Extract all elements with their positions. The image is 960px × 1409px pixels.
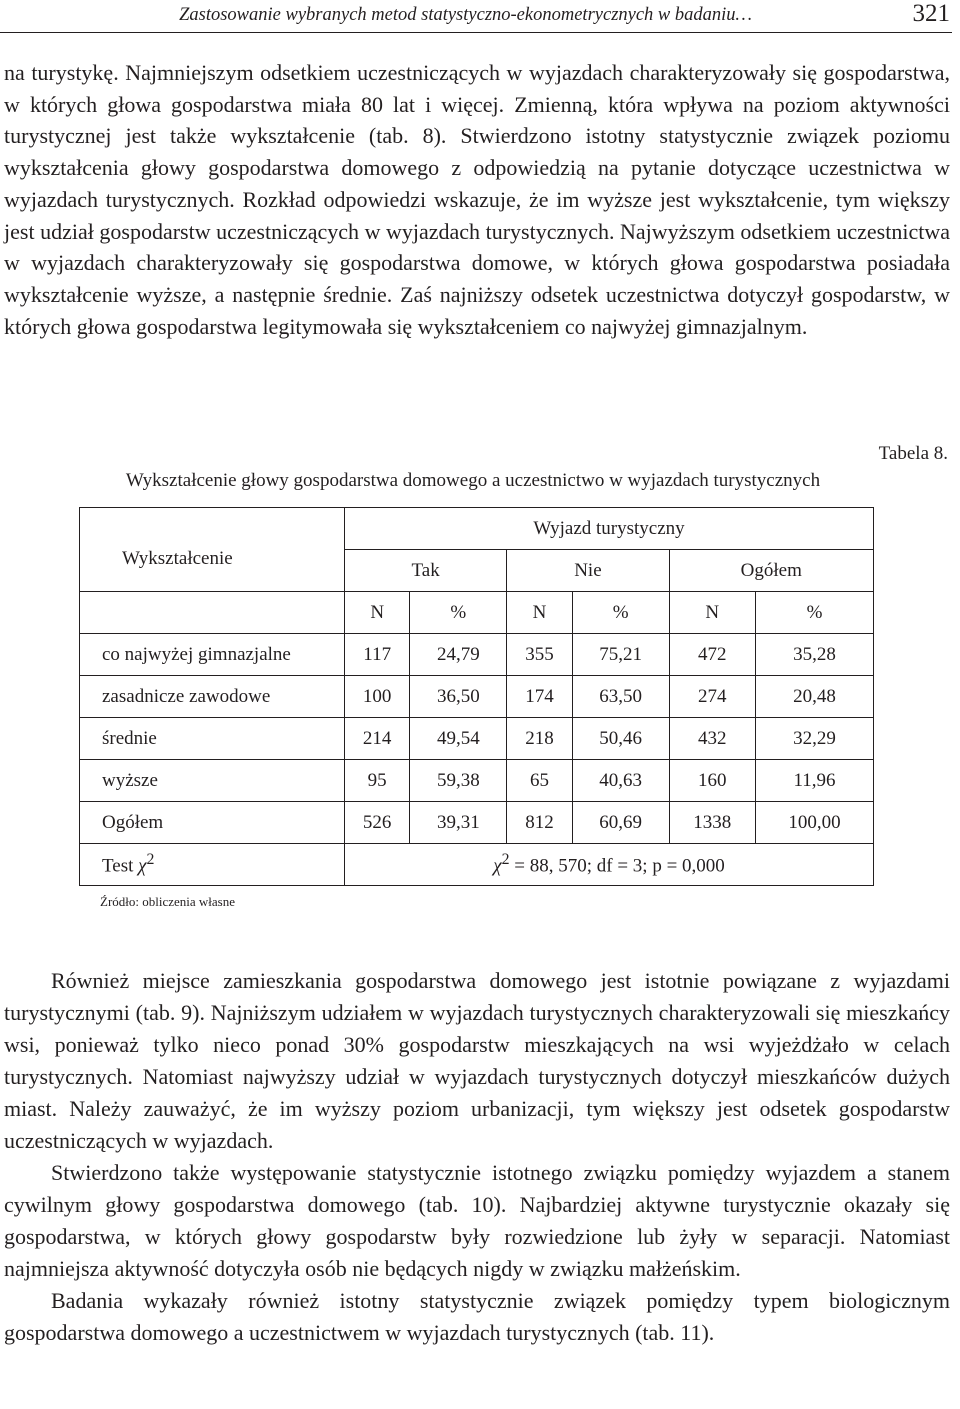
body-section: [4, 965, 950, 1349]
table-number: Tabela 8.: [878, 443, 948, 464]
table-cell: 100,00: [755, 802, 873, 844]
table-cell: 59,38: [410, 760, 507, 802]
table-cell: 20,48: [755, 676, 873, 718]
body-paragraph: na turystykę. Najmniejszym odsetkiem uczestniczących w wyjazdach charakteryzowały się gospodarstwa, w których głowa gospodarstwa miała 80 lat i więcej. Zmienną, która wpływa na poziom aktywności turystycznej jest także wykształcenie (tab. 8). Stwierdzono istotny statystycznie związek poziomu wykształcenia głowy gospodarstwa domowego z odpowiedzią na pytanie dotyczące uczestnictwa w wyjazdach turystycznych. Rozkład odpowiedzi wskazuje, że im wyższe jest wykształcenie, tym większy jest udział gospodarstw uczestniczących w wyjazdach turystycznych. Najwyższym odsetkiem uczestnictwa w wyjazdach charakteryzowały się gospodarstwa domowe, w których głowa gospodarstwa posiadała wykształcenie wyższe, a następnie średnie. Zaś najniższy odsetek uczestnictwa dotyczył gospodarstw, w których głowa gospodarstwa legitymowała się wykształceniem co najwyżej gimnazjalnym.: [4, 60, 950, 339]
table-cell: 100: [345, 676, 410, 718]
page-number: 321: [912, 0, 950, 27]
body-paragraph: Badania wykazały również istotny statystycznie związek pomiędzy typem biologicznym gospodarstwa domowego a uczestnictwem w wyjazdach turystycznych (tab. 11).: [4, 1288, 950, 1345]
chi-exponent: 2: [501, 851, 510, 869]
table-cell: 32,29: [755, 718, 873, 760]
table-cell: 11,96: [755, 760, 873, 802]
running-header: [0, 2, 952, 33]
chi-symbol: χ: [138, 855, 147, 877]
table-cell: 214: [345, 718, 410, 760]
table-row: [80, 718, 874, 760]
subheader-cell: %: [755, 592, 873, 634]
table-caption: Wykształcenie głowy gospodarstwa domowego a uczestnictwo w wyjazdach turystycznych: [125, 470, 821, 491]
running-title: Zastosowanie wybranych metod statystyczno-ekonometrycznych w badaniu…: [179, 5, 752, 25]
table-row: [80, 802, 874, 844]
row-label: Ogółem: [80, 802, 345, 844]
table-cell: 60,69: [572, 802, 669, 844]
chi-exponent: 2: [146, 851, 155, 869]
table-cell: 472: [669, 634, 755, 676]
table-cell: 95: [345, 760, 410, 802]
table-cell: 355: [507, 634, 572, 676]
table-cell: 39,31: [410, 802, 507, 844]
group-tak-cell: Tak: [345, 550, 507, 592]
table-cell: 160: [669, 760, 755, 802]
table-cell: 432: [669, 718, 755, 760]
table-cell: 174: [507, 676, 572, 718]
table-cell: 63,50: [572, 676, 669, 718]
data-table: [79, 507, 874, 886]
table-row: [80, 676, 874, 718]
group-ogolem-cell: Ogółem: [669, 550, 873, 592]
table-cell: 117: [345, 634, 410, 676]
table-cell: 218: [507, 718, 572, 760]
test-label: Test: [102, 855, 134, 877]
table-cell: 812: [507, 802, 572, 844]
group-nie-cell: Nie: [507, 550, 669, 592]
table-cell: 40,63: [572, 760, 669, 802]
table-subheader-row: [80, 592, 874, 634]
table-cell: 75,21: [572, 634, 669, 676]
table-test-row: [80, 844, 874, 886]
subheader-cell: %: [410, 592, 507, 634]
row-header-cell: Wykształcenie: [80, 508, 345, 592]
table-row: [80, 760, 874, 802]
row-label: średnie: [80, 718, 345, 760]
body-paragraph: Również miejsce zamieszkania gospodarstwa domowego jest istotnie powiązane z wyjazdami turystycznymi (tab. 9). Najniższym udziałem w wyjazdach turystycznych charakteryzowali się mieszkańcy wsi, ponieważ tylko nieco ponad 30% gospodarstw mieszkających na wsi wyjeżdżało w celach turystycznych. Natomiast najwyższy udział w wyjazdach turystycznych dotyczył mieszkańców dużych miast. Należy zauważyć, że im wyższy poziom urbanizacji, tym większy jest odsetek gospodarstw uczestniczących w wyjazdach.: [4, 968, 950, 1153]
subheader-cell: %: [572, 592, 669, 634]
row-label: zasadnicze zawodowe: [80, 676, 345, 718]
table-cell: 526: [345, 802, 410, 844]
row-label: co najwyżej gimnazjalne: [80, 634, 345, 676]
subheader-cell: N: [507, 592, 572, 634]
table-cell: 65: [507, 760, 572, 802]
table-cell: 35,28: [755, 634, 873, 676]
test-result: = 88, 570; df = 3; p = 0,000: [514, 855, 725, 877]
table-cell: 24,79: [410, 634, 507, 676]
test-label-cell: [80, 844, 345, 886]
table-cell: 1338: [669, 802, 755, 844]
table-cell: 36,50: [410, 676, 507, 718]
table-cell: 50,46: [572, 718, 669, 760]
table-header-row: [80, 508, 874, 550]
table-row: [80, 634, 874, 676]
test-result-cell: [345, 844, 874, 886]
table-cell: 49,54: [410, 718, 507, 760]
row-label: wyższe: [80, 760, 345, 802]
subheader-cell: N: [669, 592, 755, 634]
empty-cell: [80, 592, 345, 634]
body-paragraph: Stwierdzono także występowanie statystycznie istotnego związku pomiędzy wyjazdem a stanem cywilnym głowy gospodarstwa domowego (tab. 10). Najbardziej aktywne turystycznie okazały się gospodarstwa, w których głowy gospodarstw były rozwiedzione lub żyły w separacji. Natomiast najmniejsza aktywność dotyczyła osób nie będących nigdy w związku małżeńskim.: [4, 1160, 950, 1281]
chi-symbol: χ: [493, 855, 502, 877]
group-header-cell: Wyjazd turystyczny: [345, 508, 874, 550]
subheader-cell: N: [345, 592, 410, 634]
table-cell: 274: [669, 676, 755, 718]
table-source: Źródło: obliczenia własne: [100, 894, 236, 909]
